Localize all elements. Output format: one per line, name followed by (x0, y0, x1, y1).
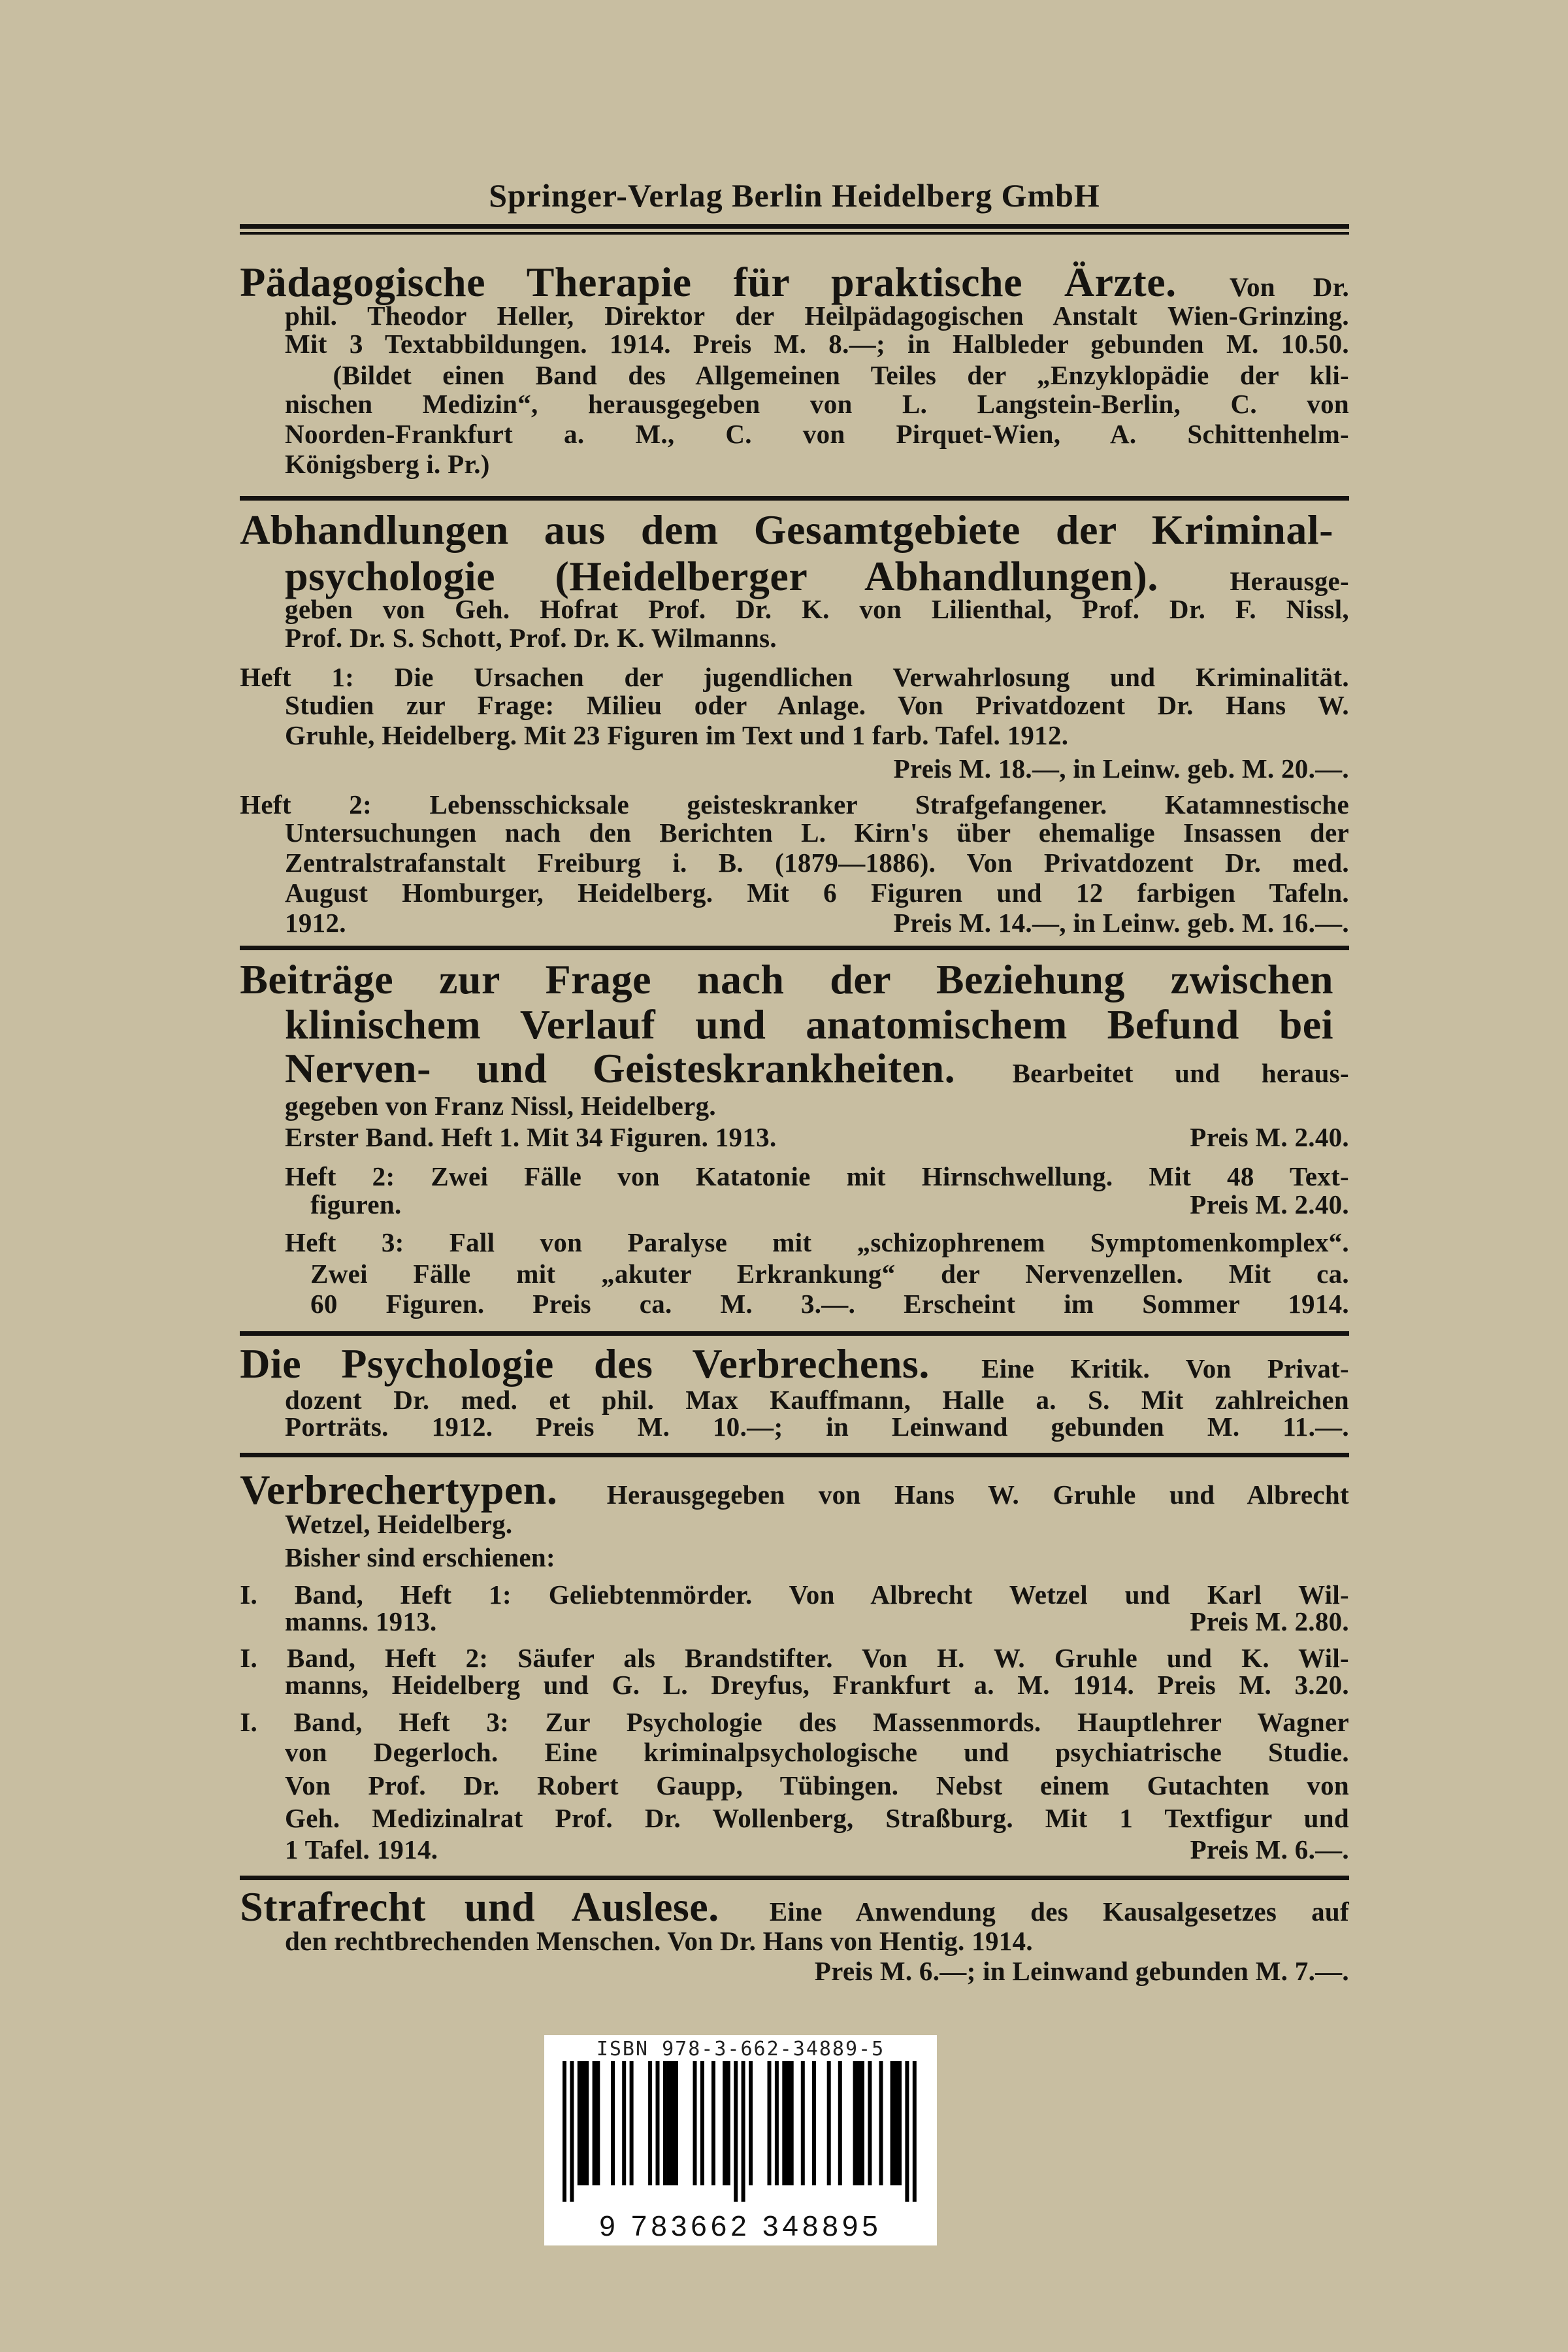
isbn-barcode (544, 2035, 937, 2245)
entry-text: Studien zur Frage: Milieu oder Anlage. Von Privatdozent Dr. Hans W. (285, 690, 1349, 721)
catalog-line (285, 1412, 1349, 1442)
barcode-bar (742, 2061, 745, 2202)
entry-text: Zentralstrafanstalt Freiburg i. B. (1879—1886). Von Privatdozent Dr. med. (285, 848, 1349, 878)
barcode-bar (782, 2061, 786, 2185)
catalog-line (240, 1707, 1349, 1737)
barcode-bar (622, 2061, 626, 2185)
entry-text: Untersuchungen nach den Berichten L. Kirn's über ehemalige Insassen der (285, 818, 1349, 848)
catalog-line (285, 754, 1349, 784)
book-title: klinischem Verlauf und anatomischem Befund bei (285, 1001, 1333, 1048)
section-divider (240, 946, 1349, 950)
barcode-bar (596, 2061, 600, 2185)
barcode-bar (570, 2061, 574, 2202)
barcode-bar (894, 2061, 898, 2185)
barcode-bar (656, 2061, 660, 2185)
entry-text: Zwei Fälle mit „akuter Erkrankung“ der Nervenzellen. Mit ca. (310, 1259, 1349, 1289)
entry-text: Herausgegeben von Hans W. Gruhle und Albrecht (606, 1479, 1349, 1510)
barcode-bar (853, 2061, 857, 2185)
barcode-bar (711, 2061, 715, 2185)
catalog-line (240, 1341, 1349, 1391)
barcode-bar (670, 2061, 674, 2185)
entry-text: Geh. Medizinalrat Prof. Dr. Wollenberg, Straßburg. Mit 1 Textfigur und (285, 1803, 1349, 1834)
barcode-bar (700, 2061, 704, 2185)
barcode-bar (890, 2061, 894, 2185)
barcode-bar (790, 2061, 794, 2185)
catalog-line (285, 848, 1349, 878)
header-double-rule-thick (240, 224, 1349, 229)
barcode-bar (563, 2061, 566, 2202)
catalog-line (285, 1509, 1349, 1539)
isbn-label: ISBN 978-3-662-34889-5 (596, 2038, 885, 2061)
entry-text: geben von Geh. Hofrat Prof. Dr. K. von Lilienthal, Prof. Dr. F. Nissl, (285, 594, 1349, 625)
entry-text: 1912. (285, 908, 346, 938)
barcode-digits: 9 783662 348895 (599, 2210, 882, 2242)
catalog-line (285, 1770, 1349, 1800)
barcode-bar (775, 2061, 779, 2185)
entry-text: 60 Figuren. Preis ca. M. 3.—. Erscheint im Sommer 1914. (310, 1288, 1349, 1319)
catalog-line (285, 419, 1349, 449)
entry-text: Heft 3: Fall von Paralyse mit „schizophrenem Symptomenkomplex“. (285, 1227, 1349, 1257)
catalog-line (285, 1956, 1349, 1986)
barcode-bar (648, 2061, 652, 2185)
catalog-line (285, 878, 1349, 908)
catalog-line (310, 1259, 1349, 1289)
catalog-line (285, 1385, 1349, 1415)
entry-text: I. Band, Heft 3: Zur Psychologie des Massenmords. Hauptlehrer Wagner (240, 1707, 1349, 1738)
catalog-line (285, 690, 1349, 720)
entry-text: Heft 2: Zwei Fälle von Katatonie mit Hirnschwellung. Mit 48 Text- (285, 1161, 1349, 1191)
book-title: Verbrechertypen. (240, 1466, 558, 1513)
catalog-line (285, 1737, 1349, 1767)
catalog-line (333, 360, 1349, 390)
book-title: Strafrecht und Auslese. (240, 1883, 719, 1930)
catalog-line (285, 1803, 1349, 1833)
entry-text: phil. Theodor Heller, Direktor der Heilpädagogischen Anstalt Wien-Grinzing. (285, 300, 1349, 331)
entry-text: dozent Dr. med. et phil. Max Kauffmann, Halle a. S. Mit zahlreichen (285, 1384, 1349, 1415)
book-title: Beiträge zur Frage nach der Beziehung zwischen (240, 956, 1333, 1003)
price-text: Preis M. 2.80. (1190, 1606, 1349, 1637)
barcode-bar (611, 2061, 615, 2185)
catalog-line (240, 789, 1349, 820)
catalog-line (285, 449, 1349, 479)
catalog-line (285, 908, 1349, 938)
catalog-line (240, 507, 1349, 557)
entry-text: Noorden-Frankfurt a. M., C. von Pirquet-Wien, A. Schittenhelm- (285, 418, 1349, 449)
entry-text: Herausge- (1230, 565, 1349, 596)
section-divider (240, 1453, 1349, 1457)
entry-text: I. Band, Heft 1: Geliebtenmörder. Von Albrecht Wetzel und Karl Wil- (240, 1580, 1349, 1610)
barcode-bar (734, 2061, 738, 2202)
entry-text: manns. 1913. (285, 1606, 437, 1637)
barcode-bar (630, 2061, 634, 2185)
barcode-bar (898, 2061, 902, 2185)
entry-text: Mit 3 Textabbildungen. 1914. Preis M. 8.—; in Halbleder gebunden M. 10.50. (285, 329, 1349, 359)
catalog-line (285, 1046, 1349, 1096)
book-title: Nerven- und Geisteskrankheiten. (285, 1044, 956, 1091)
barcode-bar (723, 2061, 727, 2185)
catalog-line (310, 1289, 1349, 1319)
entry-text: nischen Medizin“, herausgegeben von L. Langstein-Berlin, C. von (285, 388, 1349, 419)
price-text: Preis M. 6.—; in Leinwand gebunden M. 7.—. (814, 1956, 1349, 1987)
price-text: Preis M. 2.40. (1190, 1189, 1349, 1220)
barcode-bar (581, 2061, 585, 2185)
catalog-line (285, 818, 1349, 848)
barcode-bar (801, 2061, 805, 2185)
catalog-line (285, 1161, 1349, 1191)
barcode-bar (812, 2061, 816, 2185)
price-text: Preis M. 2.40. (1190, 1122, 1349, 1153)
catalog-line (285, 1122, 1349, 1152)
barcode-bar (827, 2061, 831, 2185)
barcode-bar (786, 2061, 790, 2185)
book-title: Die Psychologie des Verbrechens. (240, 1340, 930, 1387)
price-text: Preis M. 18.—, in Leinw. geb. M. 20.—. (893, 753, 1349, 784)
entry-text: manns, Heidelberg und G. L. Dreyfus, Frankfurt a. M. 1914. Preis M. 3.20. (285, 1669, 1349, 1700)
book-title: Abhandlungen aus dem Gesamtgebiete der Kriminal- (240, 506, 1333, 553)
catalog-line (285, 301, 1349, 331)
header-double-rule-thin (240, 232, 1349, 235)
catalog-line (285, 1227, 1349, 1257)
barcode-bar (693, 2061, 697, 2185)
entry-text: Königsberg i. Pr.) (285, 448, 490, 479)
catalog-line (240, 957, 1349, 1007)
barcode-bar (667, 2061, 671, 2185)
entry-text: Porträts. 1912. Preis M. 10.—; in Leinwand gebunden M. 11.—. (285, 1412, 1349, 1442)
barcode-bar (674, 2061, 678, 2185)
entry-text: von Degerloch. Eine kriminalpsychologische und psychiatrische Studie. (285, 1737, 1349, 1768)
entry-text: gegeben von Franz Nissl, Heidelberg. (285, 1091, 716, 1121)
entry-text: Prof. Dr. S. Schott, Prof. Dr. K. Wilmanns. (285, 622, 777, 653)
entry-text: Bisher sind erschienen: (285, 1542, 555, 1572)
section-divider (240, 1876, 1349, 1880)
barcode-bar (879, 2061, 883, 2185)
entry-text: Eine Kritik. Von Privat- (981, 1353, 1349, 1383)
entry-text: Bearbeitet und heraus- (1012, 1057, 1349, 1088)
catalog-line (240, 1643, 1349, 1673)
barcode-bar (749, 2061, 753, 2185)
publisher-header: Springer-Verlag Berlin Heidelberg GmbH (489, 177, 1100, 214)
catalog-line (285, 623, 1349, 653)
catalog-line (285, 1834, 1349, 1864)
catalog-line (285, 329, 1349, 359)
entry-text: (Bildet einen Band des Allgemeinen Teiles der „Enzyklopädie der kli- (333, 360, 1349, 391)
barcode-bar (768, 2061, 772, 2185)
entry-text: den rechtbrechenden Menschen. Von Dr. Hans von Hentig. 1914. (285, 1926, 1033, 1957)
catalog-line (285, 1542, 1349, 1572)
entry-text: Erster Band. Heft 1. Mit 34 Figuren. 1913. (285, 1122, 777, 1153)
barcode-bar (838, 2061, 842, 2185)
barcode-bar (905, 2061, 909, 2202)
entry-text: Von Dr. (1229, 272, 1349, 303)
entry-text: Heft 2: Lebensschicksale geisteskranker Strafgefangener. Katamnestische (240, 789, 1349, 820)
book-title: psychologie (Heidelberger Abhandlungen). (285, 552, 1158, 599)
entry-text: Heft 1: Die Ursachen der jugendlichen Verwahrlosung und Kriminalität. (240, 661, 1349, 692)
entry-text: Von Prof. Dr. Robert Gaupp, Tübingen. Nebst einem Gutachten von (285, 1770, 1349, 1800)
catalog-line (285, 594, 1349, 624)
barcode-bar (585, 2061, 589, 2185)
catalog-line (240, 1580, 1349, 1610)
entry-text: Gruhle, Heidelberg. Mit 23 Figuren im Text und 1 farb. Tafel. 1912. (285, 720, 1069, 751)
barcode-bar (593, 2061, 596, 2185)
barcode-bar (578, 2061, 581, 2185)
catalog-line (285, 1091, 1349, 1121)
entry-text: 1 Tafel. 1914. (285, 1834, 438, 1865)
catalog-line (240, 662, 1349, 692)
barcode-bar (857, 2061, 860, 2185)
catalog-line (285, 1606, 1349, 1636)
price-text: Preis M. 14.—, in Leinw. geb. M. 16.—. (893, 908, 1349, 938)
catalog-line (285, 720, 1349, 750)
entry-text: August Homburger, Heidelberg. Mit 6 Figuren und 12 farbigen Tafeln. (285, 878, 1349, 908)
barcode-bar (727, 2061, 730, 2185)
entry-text: figuren. (310, 1189, 402, 1220)
barcode-bar (913, 2061, 917, 2202)
catalog-line (285, 1670, 1349, 1700)
barcode-bar (663, 2061, 667, 2185)
barcode-bars (563, 2061, 919, 2202)
catalog-line (285, 389, 1349, 419)
catalog-line (285, 1926, 1349, 1956)
barcode-bar (860, 2061, 864, 2185)
entry-text: I. Band, Heft 2: Säufer als Brandstifter. Von H. W. Gruhle und K. Wil- (240, 1642, 1349, 1673)
price-text: Preis M. 6.—. (1190, 1834, 1349, 1865)
section-divider (240, 496, 1349, 501)
barcode-bar (868, 2061, 872, 2185)
entry-text: Wetzel, Heidelberg. (285, 1509, 513, 1540)
section-divider (240, 1331, 1349, 1336)
book-title: Pädagogische Therapie für praktische Ärzte. (240, 259, 1177, 306)
entry-text: Eine Anwendung des Kausalgesetzes auf (769, 1896, 1349, 1927)
catalog-line (310, 1189, 1349, 1219)
